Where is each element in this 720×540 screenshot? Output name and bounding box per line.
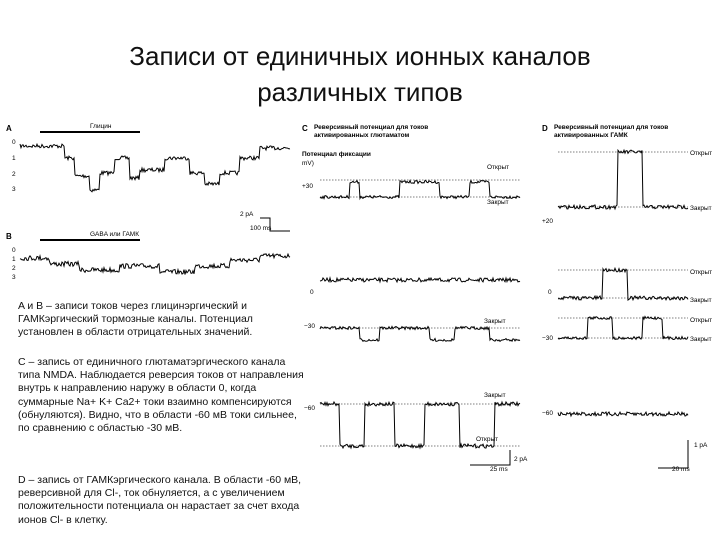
- panel-d-trace-plus20: [558, 150, 688, 209]
- panel-c-title-line-2: активированных глютаматом: [314, 132, 410, 139]
- panel-d-open-minus30: Открыт: [690, 317, 713, 324]
- panel-d-label: D: [542, 124, 548, 133]
- panel-c-scale-current: 2 pA: [514, 456, 528, 463]
- panel-b-trace: [20, 236, 300, 296]
- panel-d-title-line-1: Реверсивный потенциал для токов: [554, 124, 669, 131]
- panel-c-title-line-1: Реверсивный потенциал для токов: [314, 124, 429, 131]
- panel-b-level-3: 3: [12, 274, 16, 281]
- panel-d-potential-minus30: −30: [542, 335, 554, 342]
- panel-c-closed-minus30: Закрыт: [484, 318, 506, 325]
- panel-d-potential-minus60: −60: [542, 410, 554, 417]
- panel-d-open-plus20: Открыт: [690, 150, 713, 157]
- panel-a-current-trace: [20, 144, 290, 192]
- panel-c-potential-plus30: +30: [302, 183, 314, 190]
- panel-d-title-line-2: активированных ГАМК: [554, 132, 628, 139]
- description-c: C – запись от единичного глютаматэргического канала типа NMDA. Наблюдается реверсия токов от направления внутрь к направлению наружу в области 0, когда суммарные Na+ K+ Ca2+ токи взаимно компенсируются (обнуляются). Видно, что в области -60 мВ токи сильнее, по сравнению с областью -30 мВ.: [18, 356, 304, 435]
- panel-c-potential-0: 0: [310, 289, 314, 296]
- panel-b-drug-label: GABA или ГАМК: [90, 231, 139, 238]
- panel-d-scale-bar: [658, 440, 688, 468]
- panel-d-potential-0: 0: [548, 289, 552, 296]
- panel-c-trace-minus30: [320, 327, 520, 342]
- panel-a-label: A: [6, 124, 12, 133]
- panel-d-scale-time: 20 ms: [672, 466, 690, 473]
- panel-c-trace-minus60: [320, 402, 520, 448]
- panel-d-scale-current: 1 pA: [694, 442, 708, 449]
- slide-title: [0, 38, 720, 110]
- panel-a-level-0: 0: [12, 139, 16, 146]
- panel-b-level-0: 0: [12, 247, 16, 254]
- panel-d-closed-minus30: Закрыт: [690, 336, 712, 343]
- panel-c-axis-title-line-2: mV): [302, 160, 314, 167]
- panel-a-level-1: 1: [12, 155, 16, 162]
- panel-d-trace-0: [558, 268, 688, 300]
- panel-a-scale-current: 2 pA: [240, 211, 254, 218]
- slide-title-line-2: различных типов: [257, 77, 463, 107]
- panel-d-traces: [558, 140, 698, 480]
- panel-c-open-minus60: Открыт: [476, 436, 499, 443]
- panel-c-label: C: [302, 124, 308, 133]
- panel-d-closed-0: Закрыт: [690, 297, 712, 304]
- panel-b-level-2: 2: [12, 265, 16, 272]
- description-d: D – запись от ГАМКэргического канала. В области -60 мВ, реверсивной для Cl-, ток обнуляется, а с увеличением положительности потенциала он нарастает за счет входа ионов Cl- в клетку.: [18, 474, 302, 526]
- panel-c-scale-bar: [470, 450, 510, 465]
- panel-a-level-3: 3: [12, 186, 16, 193]
- panel-b-level-1: 1: [12, 256, 16, 263]
- panel-c-scale-time: 25 ms: [490, 466, 508, 473]
- slide-title-line-1: Записи от единичных ионных каналов: [129, 41, 591, 71]
- panel-d-trace-minus30: [558, 317, 688, 340]
- panel-a-scale-time: 100 ms: [250, 225, 272, 232]
- panel-c-potential-minus30: −30: [304, 323, 316, 330]
- panel-c-traces: [320, 160, 530, 480]
- panel-c-trace-plus30: [320, 181, 520, 199]
- panel-a-level-2: 2: [12, 171, 16, 178]
- panel-d-trace-minus60: [558, 412, 688, 416]
- panel-a-trace: [20, 128, 300, 238]
- panel-d-open-0: Открыт: [690, 269, 713, 276]
- panel-c-trace-0: [320, 278, 520, 282]
- panel-a-scale-bar: [260, 218, 290, 231]
- panel-b-label: B: [6, 232, 12, 241]
- panel-c-axis-title-line-1: Потенциал фиксации: [302, 151, 371, 158]
- panel-d-closed-plus20: Закрыт: [690, 205, 712, 212]
- panel-b-current-trace: [20, 254, 290, 275]
- panel-c-closed-minus60: Закрыт: [484, 392, 506, 399]
- panel-a-drug-label: Глицин: [90, 123, 112, 130]
- panel-c-closed-plus30: Закрыт: [487, 199, 509, 206]
- panel-d-potential-plus20: +20: [542, 218, 554, 225]
- panel-c-open-plus30: Открыт: [487, 164, 510, 171]
- panel-c-potential-minus60: −60: [304, 405, 316, 412]
- description-ab: A и B – записи токов через глицинэргический и ГАМКэргический тормозные каналы. Потенциал установлен в области отрицательных значений.: [18, 300, 253, 339]
